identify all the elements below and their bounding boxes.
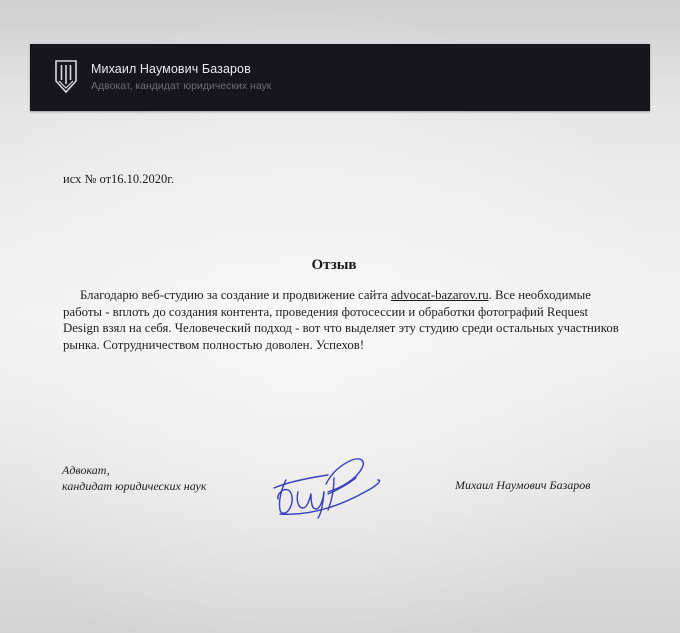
body-text-start: Благодарю веб-студию за создание и продвижение сайта (80, 288, 392, 302)
letterhead-name: Михаил Наумович Базаров (91, 62, 251, 76)
signer-position (62, 462, 207, 494)
handwritten-signature (268, 454, 384, 522)
signer-position-line2: кандидат юридических наук (62, 479, 207, 493)
body-text-end: . Все необходимые работы - вплоть до создания контента, проведения фотосессии и обработки фотографий Request Design взял на себя. Человеческий подход - вот что выделяет эту студию среди остальных участников рынка. Сотрудничеством полностью доволен. Успехов! (63, 288, 619, 352)
law-firm-logo-icon (54, 59, 78, 95)
signer-position-line1: Адвокат, (62, 463, 110, 477)
letterhead-bar (30, 44, 650, 111)
document-title: Отзыв (311, 257, 357, 273)
document-body (63, 287, 623, 353)
letterhead-subtitle: Адвокат, кандидат юридических наук (91, 80, 272, 92)
website-link[interactable]: advocat-bazarov.ru (391, 288, 489, 302)
signer-name: Михаил Наумович Базаров (455, 478, 591, 492)
document-reference: исх № от16.10.2020г. (63, 172, 175, 186)
